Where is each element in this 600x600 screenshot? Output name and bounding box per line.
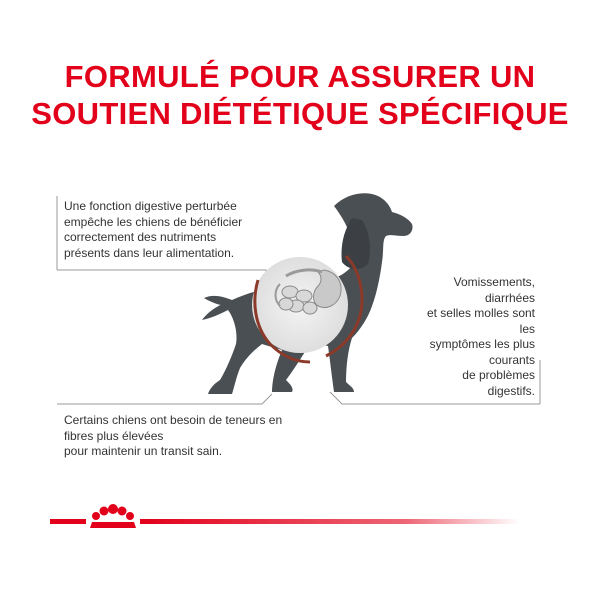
note-line: symptômes les plus bbox=[429, 337, 535, 351]
title-line-1: FORMULÉ POUR ASSURER UN bbox=[64, 59, 536, 94]
note-fibres bbox=[64, 413, 304, 460]
note-line: pour maintenir un transit sain. bbox=[64, 444, 223, 458]
note-line: correctement des nutriments bbox=[64, 230, 217, 244]
note-line: courants bbox=[488, 352, 535, 367]
note-line: fibres plus élevées bbox=[64, 428, 164, 443]
note-line: Certains chiens ont besoin de teneurs en bbox=[64, 413, 283, 427]
note-symptoms bbox=[385, 275, 535, 399]
note-line: digestifs. bbox=[487, 383, 535, 398]
title-line-2: SOUTIEN DIÉTÉTIQUE SPÉCIFIQUE bbox=[31, 96, 569, 131]
note-line: Une fonction digestive perturbée bbox=[64, 199, 237, 213]
note-digestive-function bbox=[64, 199, 264, 261]
note-line: et selles molles sont bbox=[426, 306, 535, 320]
note-line: présents dans leur alimentation. bbox=[64, 245, 235, 260]
note-line: de problèmes bbox=[462, 368, 535, 382]
connector-fibres bbox=[57, 394, 272, 404]
note-line: empêche les chiens de bénéficier bbox=[64, 214, 243, 229]
note-line: diarrhées bbox=[484, 290, 535, 305]
note-line: Vomissements, bbox=[453, 275, 535, 289]
note-line: les bbox=[519, 321, 535, 336]
royal-canin-crown-logo bbox=[90, 504, 136, 528]
